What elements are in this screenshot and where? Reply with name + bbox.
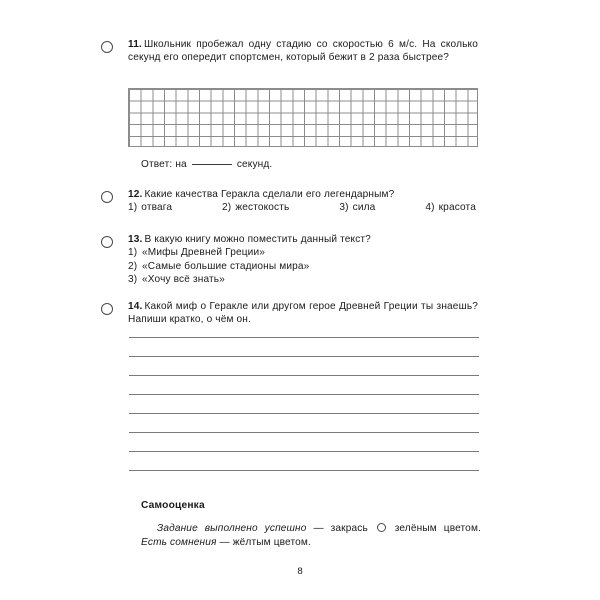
task-11-question (128, 38, 478, 64)
answer-unit: секунд. (236, 159, 273, 170)
yellow-color-word: жёлтым (232, 536, 271, 548)
answer-prefix: Ответ: (141, 159, 173, 170)
task-13-option-2-label: «Самые большие стадионы мира» (142, 260, 310, 272)
success-phrase: Задание выполнено успешно (157, 523, 307, 534)
answer-preposition: на (175, 159, 187, 170)
answer-blank-field[interactable] (192, 164, 232, 165)
task-12-option-1[interactable] (128, 201, 172, 214)
task-12-options (128, 201, 478, 214)
task-12-option-3-mark: 3) (339, 202, 349, 214)
writing-line[interactable] (129, 356, 479, 357)
task-14-number: 14. (128, 301, 143, 312)
task-12-option-2-mark: 2) (222, 202, 232, 214)
task-12-option-4[interactable] (425, 201, 476, 214)
task-12-option-3-label: сила (352, 202, 376, 214)
task-14-question (128, 300, 478, 326)
task-13-option-3[interactable] (128, 273, 478, 286)
writing-line[interactable] (129, 470, 479, 471)
task-11-answer-line (141, 159, 272, 170)
writing-line[interactable] (129, 451, 479, 452)
task-12-option-2-label: жестокость (235, 202, 290, 214)
color-word-end: цветом. (443, 523, 481, 534)
color-word-end-2: цветом. (273, 536, 311, 548)
task-12-option-2[interactable] (222, 201, 289, 214)
task-13-text: В какую книгу можно поместить данный текст? (144, 234, 371, 245)
task-12-option-4-label: красота (438, 202, 476, 214)
task-13-question (128, 233, 478, 246)
task-12-option-1-mark: 1) (128, 202, 138, 214)
task-13-option-2-mark: 2) (128, 260, 138, 272)
task-13-option-3-mark: 3) (128, 274, 138, 286)
task-13-option-1-label: «Мифы Древней Греции» (142, 247, 266, 259)
doubt-phrase: Есть сомнения (141, 536, 217, 548)
task-13-option-1[interactable] (128, 246, 478, 259)
writing-line[interactable] (129, 337, 479, 338)
squared-grid-working-area[interactable] (128, 88, 478, 147)
task-14-answer-circle[interactable] (101, 303, 113, 315)
self-assessment-instructions (141, 522, 481, 549)
page-number: 8 (297, 566, 303, 577)
task-12-option-3[interactable] (339, 201, 375, 214)
task-11-block (128, 38, 478, 64)
task-12-text: Какие качества Геракла сделали его легендарным? (144, 189, 395, 200)
task-13-answer-circle[interactable] (101, 236, 113, 248)
task-12-block (128, 188, 478, 214)
task-14-text: Какой миф о Геракле или другом герое Древней Греции ты знаешь? Напиши кратко, о чём он. (128, 301, 478, 326)
writing-line[interactable] (129, 432, 479, 433)
task-11-text: Школьник пробежал одну стадию со скоростью 6 м/с. На сколько секунд его опередит спортсмен, который бежит в 2 раза быстрее? (128, 39, 478, 64)
task-11-number: 11. (128, 39, 142, 50)
self-assessment-section (141, 500, 481, 549)
task-12-answer-circle[interactable] (101, 191, 113, 203)
task-14-writing-lines[interactable] (129, 337, 479, 489)
task-13-option-2[interactable] (128, 260, 478, 273)
dash-1: — (313, 523, 324, 534)
task-13-number: 13. (128, 234, 143, 245)
task-13-option-3-label: «Хочу всё знать» (142, 274, 225, 286)
writing-line[interactable] (129, 375, 479, 376)
task-12-question (128, 188, 478, 201)
task-12-number: 12. (128, 189, 143, 200)
writing-line[interactable] (129, 394, 479, 395)
task-13-option-1-mark: 1) (128, 247, 138, 259)
task-14-block (128, 300, 478, 326)
fill-action: закрась (330, 523, 368, 534)
dash-2: — (219, 536, 230, 548)
writing-line[interactable] (129, 413, 479, 414)
task-13-block (128, 233, 478, 286)
green-color-word: зелёным (394, 523, 437, 534)
self-assessment-title: Самооценка (141, 500, 205, 511)
task-11-answer-circle[interactable] (101, 41, 113, 53)
task-12-option-1-label: отвага (141, 202, 173, 214)
task-13-options (128, 246, 478, 286)
task-12-option-4-mark: 4) (425, 202, 435, 214)
color-circle-icon[interactable] (377, 523, 386, 532)
